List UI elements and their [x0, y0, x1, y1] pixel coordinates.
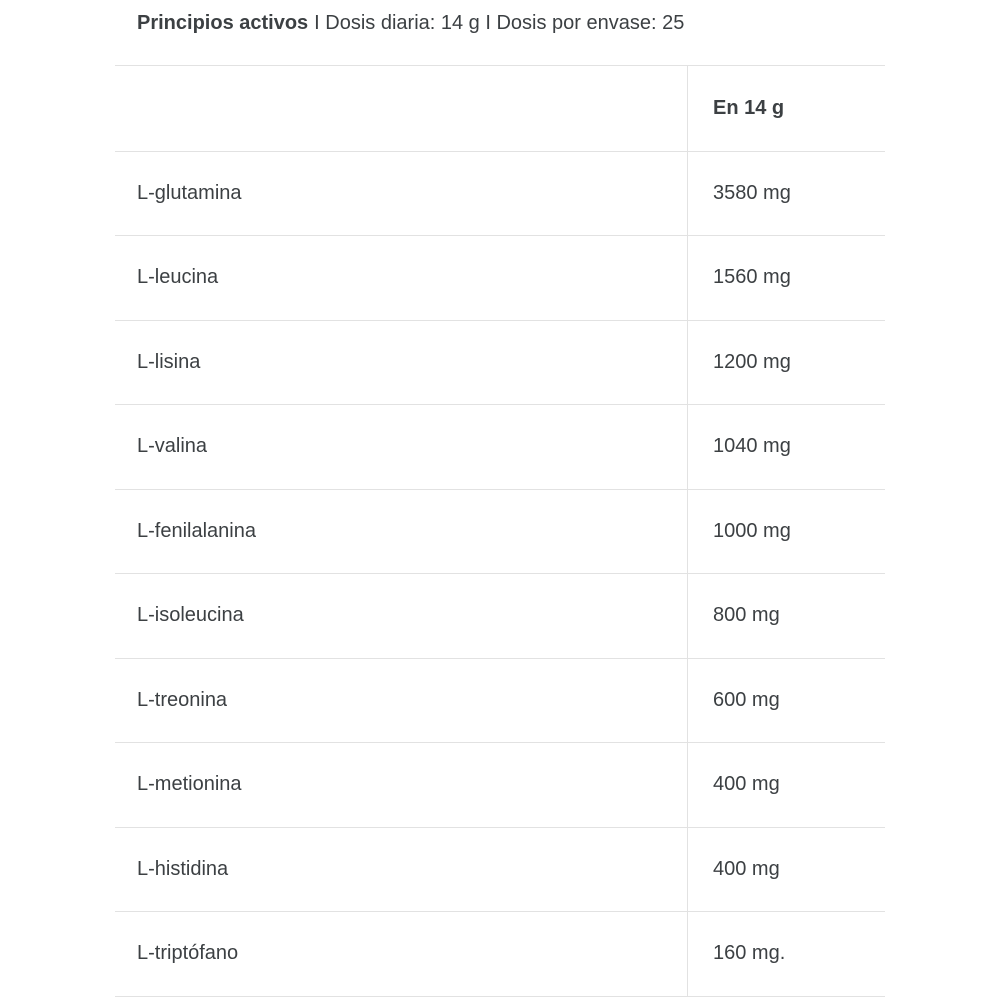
- table-row: [115, 151, 885, 236]
- header-amount-cell: En 14 g: [687, 66, 885, 151]
- ingredient-name-cell: L-metionina: [137, 773, 242, 796]
- ingredient-amount-cell: 800 mg: [687, 574, 885, 658]
- ingredient-amount-cell: 600 mg: [687, 659, 885, 743]
- table-row: [115, 742, 885, 827]
- ingredient-amount-cell: 1000 mg: [687, 490, 885, 574]
- ingredient-amount-cell: 400 mg: [687, 828, 885, 912]
- table-row: [115, 489, 885, 574]
- header-name-cell: [115, 66, 687, 151]
- ingredient-amount-cell: 1560 mg: [687, 236, 885, 320]
- ingredient-amount-cell: 1200 mg: [687, 321, 885, 405]
- ingredient-name-cell: L-valina: [137, 435, 208, 458]
- active-ingredients-table: [115, 65, 885, 997]
- table-row: [115, 320, 885, 405]
- page-title-bold: Principios activos: [137, 12, 309, 34]
- ingredient-amount-cell: 3580 mg: [687, 152, 885, 236]
- table-row: [115, 827, 885, 912]
- table-header-row: [115, 66, 885, 151]
- table-row: [115, 573, 885, 658]
- table-row: [115, 911, 885, 996]
- table-row: [115, 235, 885, 320]
- ingredient-name-cell: L-leucina: [137, 266, 219, 289]
- page-title: [137, 10, 684, 36]
- ingredient-name-cell: L-glutamina: [137, 181, 242, 204]
- ingredient-amount-cell: 160 mg.: [687, 912, 885, 996]
- page-title-rest: I Dosis diaria: 14 g I Dosis por envase: 25: [314, 12, 685, 34]
- ingredient-name-cell: L-histidina: [137, 857, 229, 880]
- ingredient-name-cell: L-isoleucina: [137, 604, 244, 627]
- ingredient-amount-cell: 400 mg: [687, 743, 885, 827]
- ingredient-name-cell: L-triptófano: [137, 942, 239, 965]
- table-row: [115, 404, 885, 489]
- ingredient-name-cell: L-lisina: [137, 350, 201, 373]
- ingredient-name-cell: L-fenilalanina: [137, 519, 256, 542]
- table-row: [115, 658, 885, 743]
- ingredient-amount-cell: 1040 mg: [687, 405, 885, 489]
- ingredient-name-cell: L-treonina: [137, 688, 228, 711]
